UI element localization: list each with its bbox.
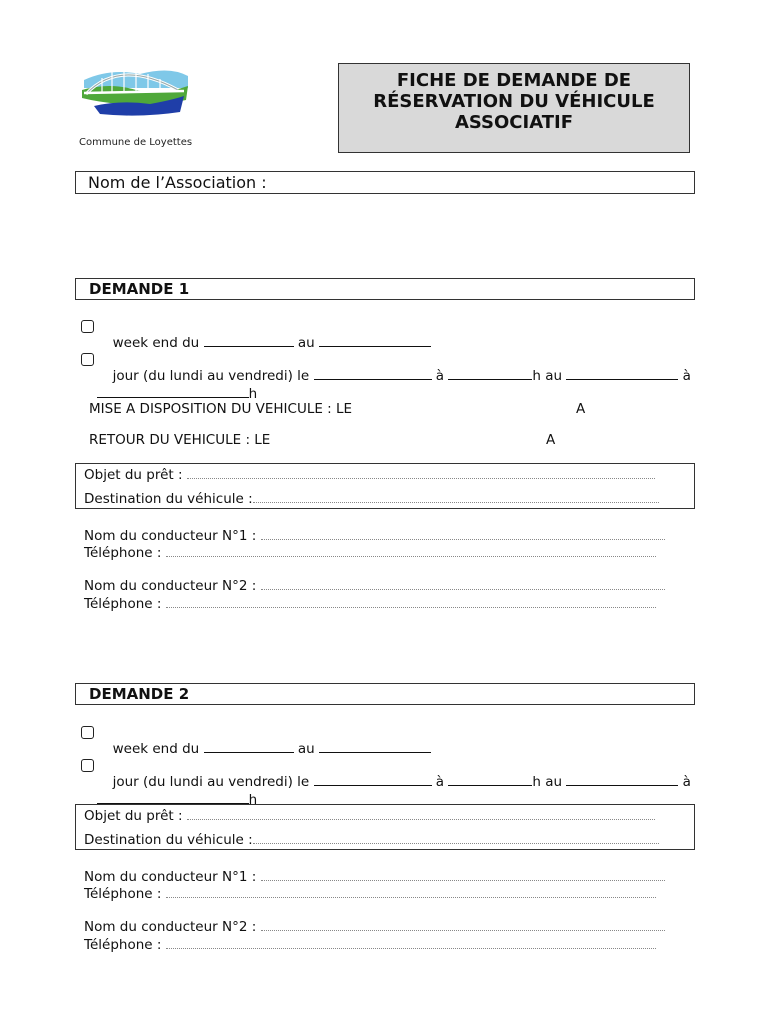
weekend-label: week end du bbox=[112, 335, 200, 351]
weekend-line-1 bbox=[104, 318, 431, 351]
weekend-au-label: au bbox=[297, 741, 315, 757]
dotted-line bbox=[261, 870, 665, 881]
telephone1-field-2[interactable] bbox=[84, 886, 656, 902]
association-label: Nom de l’Association : bbox=[88, 173, 267, 192]
objet-label: Objet du prêt : bbox=[84, 467, 183, 483]
jour-hau-label: h au bbox=[532, 774, 563, 790]
demande-2-heading bbox=[75, 683, 695, 705]
telephone1-label: Téléphone : bbox=[84, 886, 162, 902]
weekend-start-blank[interactable] bbox=[204, 334, 294, 347]
dotted-line bbox=[253, 833, 659, 844]
jour-start-hour-blank[interactable] bbox=[448, 773, 532, 786]
weekend-checkbox-2[interactable] bbox=[81, 726, 94, 739]
weekend-start-blank[interactable] bbox=[204, 740, 294, 753]
jour-label: jour (du lundi au vendredi) le bbox=[112, 774, 310, 790]
jour-label: jour (du lundi au vendredi) le bbox=[112, 368, 310, 384]
jour-end-hour-blank[interactable] bbox=[97, 791, 249, 804]
retour-a: A bbox=[546, 432, 556, 448]
title-line-3: ASSOCIATIF bbox=[454, 112, 574, 133]
conducteur1-field-1[interactable] bbox=[84, 528, 665, 544]
weekend-end-blank[interactable] bbox=[319, 334, 431, 347]
demande-1-heading bbox=[75, 278, 695, 300]
telephone1-field-1[interactable] bbox=[84, 545, 656, 561]
weekend-au-label: au bbox=[297, 335, 315, 351]
dotted-line bbox=[166, 546, 656, 557]
dotted-line bbox=[253, 492, 659, 503]
jour-hau-label: h au bbox=[532, 368, 563, 384]
conducteur2-field-2[interactable] bbox=[84, 919, 665, 935]
telephone2-label: Téléphone : bbox=[84, 937, 162, 953]
destination-field-2[interactable] bbox=[84, 832, 659, 848]
telephone2-label: Téléphone : bbox=[84, 596, 162, 612]
dotted-line bbox=[261, 529, 665, 540]
weekend-label: week end du bbox=[112, 741, 200, 757]
retour-label: RETOUR DU VEHICULE : LE bbox=[89, 432, 271, 448]
title-line-1: FICHE DE DEMANDE DE bbox=[396, 70, 632, 91]
demande-2-title: DEMANDE 2 bbox=[89, 685, 190, 703]
weekend-checkbox-1[interactable] bbox=[81, 320, 94, 333]
dotted-line bbox=[261, 920, 665, 931]
destination-label: Destination du véhicule : bbox=[84, 491, 253, 507]
title-line-2: RÉSERVATION DU VÉHICULE bbox=[373, 91, 655, 112]
telephone2-field-1[interactable] bbox=[84, 596, 656, 612]
form-title bbox=[338, 63, 690, 153]
jour-date-blank[interactable] bbox=[314, 367, 432, 380]
conducteur2-label: Nom du conducteur N°2 : bbox=[84, 919, 257, 935]
mise-disposition-a: A bbox=[576, 401, 586, 417]
weekend-end-blank[interactable] bbox=[319, 740, 431, 753]
telephone1-label: Téléphone : bbox=[84, 545, 162, 561]
objet-field-2[interactable] bbox=[84, 808, 655, 824]
conducteur1-label: Nom du conducteur N°1 : bbox=[84, 528, 257, 544]
jour-end-date-blank[interactable] bbox=[566, 773, 678, 786]
objet-field-1[interactable] bbox=[84, 467, 655, 483]
destination-label: Destination du véhicule : bbox=[84, 832, 253, 848]
dotted-line bbox=[187, 809, 655, 820]
jour-a2-label: à bbox=[682, 368, 691, 384]
dotted-line bbox=[166, 597, 656, 608]
commune-label: Commune de Loyettes bbox=[79, 137, 193, 148]
demande-1-title: DEMANDE 1 bbox=[89, 280, 190, 298]
destination-field-1[interactable] bbox=[84, 491, 659, 507]
dotted-line bbox=[187, 468, 655, 479]
jour-start-hour-blank[interactable] bbox=[448, 367, 532, 380]
jour-end-date-blank[interactable] bbox=[566, 367, 678, 380]
conducteur1-field-2[interactable] bbox=[84, 869, 665, 885]
jour-checkbox-1[interactable] bbox=[81, 353, 94, 366]
dotted-line bbox=[166, 938, 656, 949]
weekend-line-2 bbox=[104, 724, 431, 757]
telephone2-field-2[interactable] bbox=[84, 937, 656, 953]
conducteur2-label: Nom du conducteur N°2 : bbox=[84, 578, 257, 594]
jour-a-label: à bbox=[435, 774, 445, 790]
jour-h-label: h bbox=[248, 386, 258, 402]
jour-a-label: à bbox=[435, 368, 445, 384]
conducteur2-field-1[interactable] bbox=[84, 578, 665, 594]
conducteur1-label: Nom du conducteur N°1 : bbox=[84, 869, 257, 885]
bridge-logo-icon bbox=[80, 60, 192, 118]
mise-disposition-label: MISE A DISPOSITION DU VEHICULE : LE bbox=[89, 401, 353, 417]
objet-label: Objet du prêt : bbox=[84, 808, 183, 824]
jour-line-1b bbox=[88, 369, 257, 402]
association-name-field[interactable] bbox=[75, 171, 695, 194]
dotted-line bbox=[166, 887, 656, 898]
dotted-line bbox=[261, 579, 665, 590]
jour-end-hour-blank[interactable] bbox=[97, 385, 249, 398]
jour-checkbox-2[interactable] bbox=[81, 759, 94, 772]
jour-a2-label: à bbox=[682, 774, 691, 790]
jour-date-blank[interactable] bbox=[314, 773, 432, 786]
jour-h-label: h bbox=[248, 792, 258, 808]
